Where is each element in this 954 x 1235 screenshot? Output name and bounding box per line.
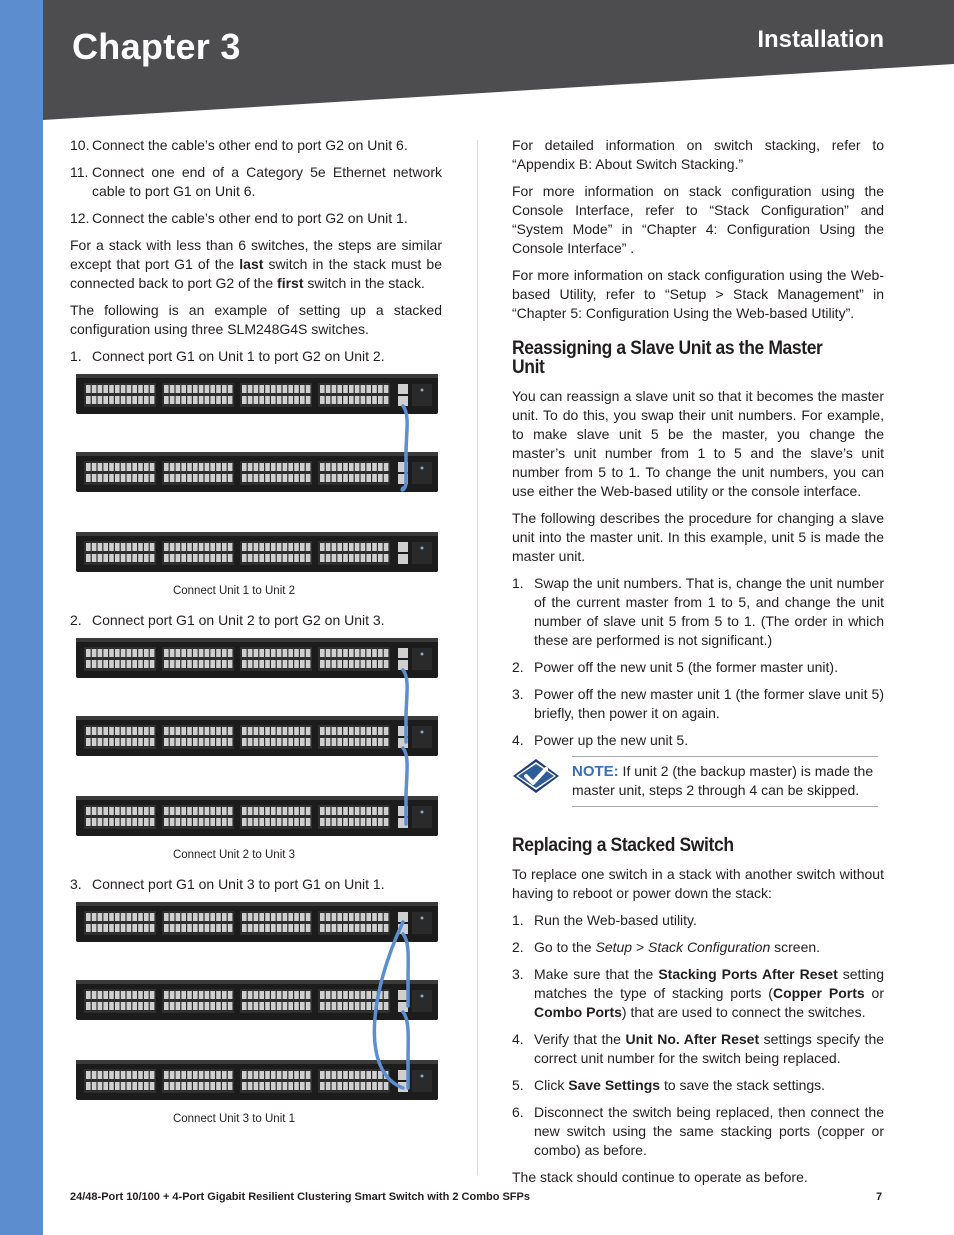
- figure-unit1-to-unit2: [70, 374, 442, 580]
- reassign-step-1: 1. Swap the unit numbers. That is, change the unit number of the current master from 1 to 5, and change the unit number of slave unit 5 from 5 to 1. (The order in which these are performed is not significant.): [512, 575, 884, 648]
- replace-step-5: 5. Click Save Settings to save the stack settings.: [512, 1077, 826, 1093]
- checkmark-note-icon: [512, 758, 560, 794]
- switch-unit-1: [76, 902, 438, 942]
- fig-step-3: 3. Connect port G1 on Unit 3 to port G1 on Unit 1.: [70, 876, 385, 892]
- stack-less-than-six-paragraph: For a stack with less than 6 switches, the steps are similar except that port G1 of the last switch in the stack must be connected back to port G2 of the first switch in the stack.: [70, 237, 442, 291]
- reassign-step-3: 3. Power off the new master unit 1 (the former slave unit 5) briefly, then power it on again.: [512, 686, 884, 721]
- left-column: [70, 136, 442, 1139]
- example-paragraph: The following is an example of setting up a stacked configuration using three SLM248G4S switches.: [70, 302, 442, 337]
- note-box: [512, 758, 884, 814]
- web-utility-reference-paragraph: For more information on stack configuration using the Web-based Utility, refer to “Setup > Stack Management” in “Chapter 5: Configuration Using the Web-based Utility”.: [512, 267, 884, 321]
- closing-paragraph: The stack should continue to operate as before.: [512, 1169, 808, 1185]
- step-10: 10. Connect the cable’s other end to port G2 on Unit 6.: [70, 137, 408, 153]
- note-text: NOTE: If unit 2 (the backup master) is made the master unit, steps 2 through 4 can be skipped.: [572, 756, 878, 807]
- side-color-strip: [0, 0, 43, 1235]
- figure-caption-3: Connect Unit 3 to Unit 1: [172, 1113, 296, 1125]
- replace-step-2: 2. Go to the Setup > Stack Configuration screen.: [512, 939, 821, 955]
- section-title: Installation: [757, 26, 884, 53]
- step-11: 11. Connect one end of a Category 5e Ethernet network cable to port G1 on Unit 6.: [70, 164, 442, 199]
- switch-unit-3: [76, 796, 438, 836]
- switch-unit-1: [76, 638, 438, 678]
- replace-step-6: 6. Disconnect the switch being replaced, then connect the new switch using the same stacking ports (copper or combo) as before.: [512, 1104, 884, 1158]
- figure-unit2-to-unit3: [70, 638, 442, 844]
- reassign-procedure-paragraph: The following describes the procedure for changing a slave unit into the master unit. In this example, unit 5 is made the master unit.: [512, 510, 884, 564]
- switch-unit-3: [76, 1060, 438, 1100]
- figure-caption-1: Connect Unit 1 to Unit 2: [172, 585, 296, 597]
- switch-unit-2: [76, 452, 438, 492]
- stacking-reference-paragraph: For detailed information on switch stacking, refer to “Appendix B: About Switch Stacking.”: [512, 137, 884, 172]
- fig-step-2: 2. Connect port G1 on Unit 2 to port G2 on Unit 3.: [70, 612, 385, 628]
- page-number: 7: [876, 1191, 883, 1203]
- figure-unit3-to-unit1: [70, 902, 442, 1108]
- chapter-title: Chapter 3: [72, 26, 241, 67]
- replace-intro-paragraph: To replace one switch in a stack with another switch without having to reboot or power down the stack:: [512, 866, 884, 901]
- reassign-intro-paragraph: You can reassign a slave unit so that it becomes the master unit. To do this, you swap their unit numbers. For example, to make slave unit 5 be the master, you change the master’s unit number from 1 to 5 and the slave’s unit number from 5 to 1. To change the unit numbers, you can use either the Web-based utility or the console interface.: [512, 388, 884, 499]
- right-column: [512, 136, 884, 1195]
- reassign-step-4: 4. Power up the new unit 5.: [512, 732, 689, 748]
- note-label: NOTE:: [572, 763, 619, 780]
- console-reference-paragraph: For more information on stack configuration using the Console Interface, refer to “Stack Configuration” and “System Mode” in “Chapter 4: Configuration Using the Console Interface” .: [512, 183, 884, 256]
- step-12: 12. Connect the cable’s other end to port G2 on Unit 1.: [70, 210, 408, 226]
- switch-unit-3: [76, 532, 438, 572]
- replace-step-3: 3. Make sure that the Stacking Ports After Reset setting matches the type of stacking ports (Copper Ports or Combo Ports) that are used to connect the switches.: [512, 966, 885, 1020]
- column-divider: [477, 140, 478, 1175]
- replace-step-4: 4. Verify that the Unit No. After Reset settings specify the correct unit number for the switch being replaced.: [512, 1031, 885, 1066]
- fig-step-1: 1. Connect port G1 on Unit 1 to port G2 on Unit 2.: [70, 348, 385, 364]
- replacing-heading: Replacing a Stacked Switch: [512, 835, 734, 856]
- reassign-step-2: 2. Power off the new unit 5 (the former master unit).: [512, 659, 838, 675]
- switch-unit-1: [76, 374, 438, 414]
- reassigning-heading: Reassigning a Slave Unit as the Master Unit: [512, 338, 823, 378]
- figure-caption-2: Connect Unit 2 to Unit 3: [172, 849, 296, 861]
- switch-unit-2: [76, 980, 438, 1020]
- switch-unit-2: [76, 716, 438, 756]
- footer-product-name: 24/48-Port 10/100 + 4-Port Gigabit Resilient Clustering Smart Switch with 2 Combo SFPs: [70, 1191, 530, 1203]
- replace-step-1: 1. Run the Web-based utility.: [512, 912, 697, 928]
